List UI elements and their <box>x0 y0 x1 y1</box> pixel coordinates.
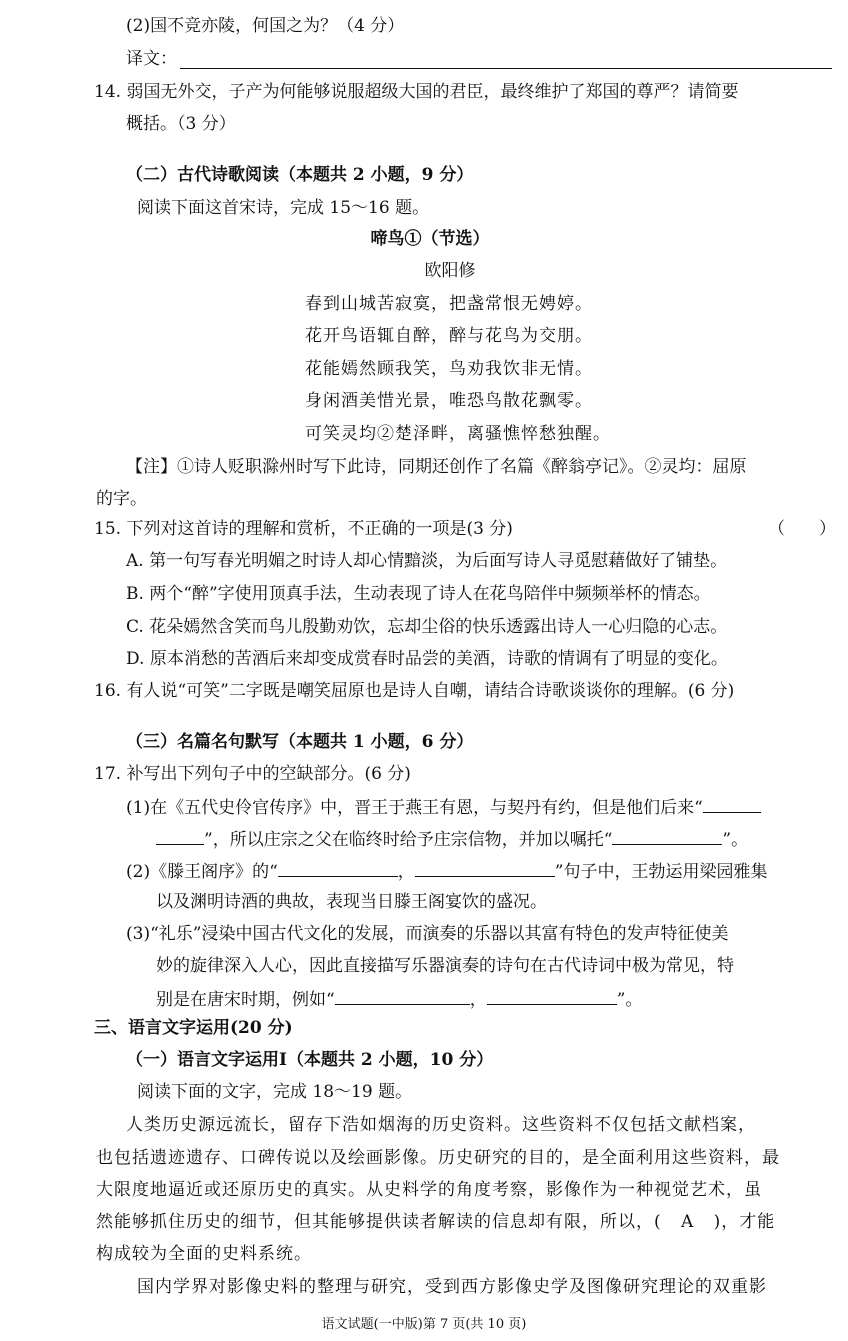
q17-2-text-a: (2)《滕王阁序》的“ <box>126 862 278 882</box>
poem-author: 欧阳修 <box>424 261 476 281</box>
q17-1-text-a: (1)在《五代史伶官传序》中，晋王于燕王有恩，与契丹有约，但是他们后来“ <box>126 798 703 818</box>
part-3-title: 三、语言文字运用(20 分) <box>94 1018 293 1038</box>
option-a: A. 第一句写春光明媚之时诗人却心情黯淡，为后面写诗人寻觅慰藉做好了铺垫。 <box>126 551 728 571</box>
note-line2: 的字。 <box>96 489 147 509</box>
passage-line-1: 人类历史源远流长，留存下浩如烟海的历史资料。这些资料不仅包括文献档案， <box>126 1115 756 1135</box>
page-footer: 语文试题(一中版)第 7 页(共 10 页) <box>321 1317 527 1332</box>
poem-line-4: 身闲酒美惜光景，唯恐鸟散花飘零。 <box>305 391 593 411</box>
option-d: D. 原本消愁的苦酒后来却变成赏春时品尝的美酒，诗歌的情调有了明显的变化。 <box>126 649 728 669</box>
question-17-1-line2 <box>156 826 748 852</box>
q17-2-comma: ， <box>397 862 415 882</box>
question-15: 15. 下列对这首诗的理解和赏析，不正确的一项是(3 分) <box>94 519 513 539</box>
blank-17-3-a[interactable] <box>335 986 470 1005</box>
blank-17-1-a-cont[interactable] <box>156 826 204 845</box>
q17-3-comma: ， <box>469 990 487 1010</box>
poem-line-5: 可笑灵均②楚泽畔，离骚憔悴愁独醒。 <box>305 424 611 444</box>
q17-2-text-b: ”句子中，王勃运用梁园雅集 <box>554 862 768 882</box>
question-17-3-line3 <box>156 986 642 1012</box>
section-3-title: （三）名篇名句默写（本题共 1 小题，6 分） <box>126 732 474 752</box>
translation-label: 译文： <box>126 49 177 69</box>
option-b: B. 两个“醉”字使用顶真手法，生动表现了诗人在花鸟陪伴中频频举杯的情态。 <box>126 584 711 604</box>
q17-1-text-b: ”，所以庄宗之父在临终时给予庄宗信物，并加以嘱托“ <box>204 830 613 850</box>
question-17-2-line2: 以及渊明诗酒的典故，表现当日滕王阁宴饮的盛况。 <box>156 892 547 912</box>
question-17-3-line2: 妙的旋律深入人心，因此直接描写乐器演奏的诗句在古代诗词中极为常见，特 <box>156 956 734 976</box>
question-17-1-line1 <box>126 794 761 820</box>
section-2-title: （二）古代诗歌阅读（本题共 2 小题，9 分） <box>126 165 474 185</box>
passage-line-3: 大限度地逼近或还原历史的真实。从史料学的角度考察，影像作为一种视觉艺术，虽 <box>96 1180 762 1200</box>
question-17: 17. 补写出下列句子中的空缺部分。(6 分) <box>94 764 411 784</box>
part-3-subsection-1-title: （一）语言文字运用Ⅰ（本题共 2 小题，10 分） <box>126 1050 494 1070</box>
passage-blank-answer: A <box>681 1212 695 1232</box>
question-16: 16. 有人说“可笑”二字既是嘲笑屈原也是诗人自嘲，请结合诗歌谈谈你的理解。(6 分) <box>94 681 735 701</box>
blank-17-2-a[interactable] <box>278 858 398 877</box>
part-3-intro: 阅读下面的文字，完成 18～19 题。 <box>137 1082 413 1102</box>
poem-line-2: 花开鸟语辄自醉，醉与花鸟为交朋。 <box>305 326 593 346</box>
q17-3-text-a: 别是在唐宋时期，例如“ <box>156 990 335 1010</box>
blank-17-1-a[interactable] <box>703 794 761 813</box>
blank-17-2-b[interactable] <box>415 858 555 877</box>
question-17-2-line1 <box>126 858 767 884</box>
blank-17-3-b[interactable] <box>487 986 617 1005</box>
question-17-3-line1: (3)“礼乐”浸染中国古代文化的发展，而演奏的乐器以其富有特色的发声特征使美 <box>126 924 729 944</box>
passage-line-4-text-b: )，才能 <box>713 1212 776 1232</box>
option-c: C. 花朵嫣然含笑而鸟儿殷勤劝饮，忘却尘俗的快乐透露出诗人一心归隐的心志。 <box>126 617 728 637</box>
question-15-answer-paren: （ ） <box>768 519 836 539</box>
question-14-line1: 14. 弱国无外交，子产为何能够说服超级大国的君臣，最终维护了郑国的尊严？请简要 <box>94 82 739 102</box>
passage-line-6: 国内学界对影像史料的整理与研究，受到西方影像史学及图像研究理论的双重影 <box>137 1277 767 1297</box>
poem-line-1: 春到山城苦寂寞，把盏常恨无娉婷。 <box>305 294 593 314</box>
passage-line-2: 也包括遗迹遗存、口碑传说以及绘画影像。历史研究的目的，是全面利用这些资料，最 <box>96 1148 780 1168</box>
passage-line-4-text-a: 然能够抓住历史的细节，但其能够提供读者解读的信息却有限，所以，( <box>96 1212 662 1232</box>
passage-line-4 <box>96 1210 775 1234</box>
q17-3-text-b: ”。 <box>616 990 643 1010</box>
note-line1: 【注】①诗人贬职滁州时写下此诗，同期还创作了名篇《醉翁亭记》。②灵均：屈原 <box>126 457 747 477</box>
q17-1-text-c: ”。 <box>722 830 749 850</box>
question-14-line2: 概括。（3 分） <box>126 114 236 134</box>
question-13-2: (2)国不竞亦陵，何国之为？（4 分） <box>126 16 405 36</box>
section-2-intro: 阅读下面这首宋诗，完成 15～16 题。 <box>137 198 430 218</box>
passage-line-5: 构成较为全面的史料系统。 <box>96 1244 312 1264</box>
translation-answer-line <box>180 68 832 69</box>
poem-title: 啼鸟①（节选） <box>370 229 490 249</box>
poem-line-3: 花能嫣然顾我笑，鸟劝我饮非无情。 <box>305 359 593 379</box>
blank-17-1-b[interactable] <box>612 826 722 845</box>
